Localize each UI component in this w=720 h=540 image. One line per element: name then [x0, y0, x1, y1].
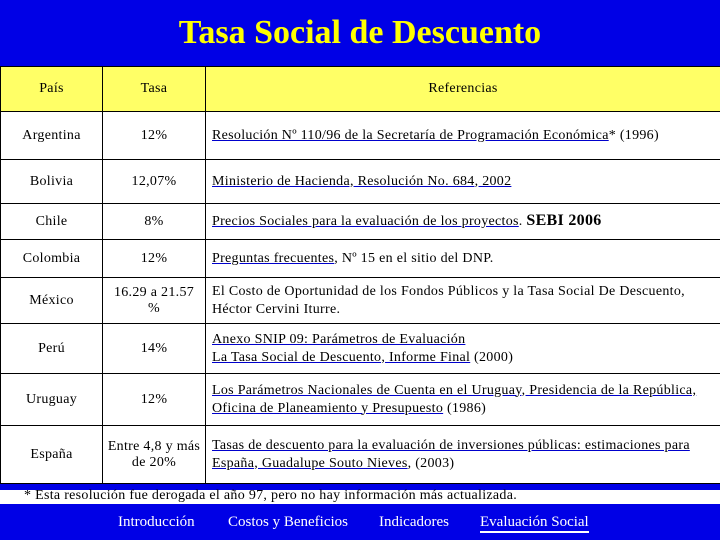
table-row [1, 160, 720, 204]
table-row [1, 324, 720, 374]
rate-cell: 16.29 a 21.57 % [103, 278, 206, 324]
bottom-navigation [0, 514, 720, 536]
rate-cell: 8% [103, 204, 206, 240]
reference-cell [206, 278, 720, 324]
reference-link[interactable]: Preguntas frecuentes [212, 250, 335, 266]
reference-link[interactable]: Tasas de descuento para la evaluación de inversiones públicas: estimaciones para España, Guadalupe Souto Nieves [212, 437, 690, 471]
table-row [1, 112, 720, 160]
reference-text: (1986) [443, 400, 487, 416]
footnote: * Esta resolución fue derogada el año 97, pero no hay información más actualizada. [24, 488, 518, 503]
reference-link[interactable]: Precios Sociales para la evaluación de los proyectos [212, 214, 519, 229]
country-cell: Colombia [1, 240, 103, 278]
reference-link[interactable]: Ministerio de Hacienda, Resolución No. 684, 2002 [212, 173, 512, 189]
table-row [1, 204, 720, 240]
rate-cell: 12% [103, 374, 206, 426]
table-row [1, 374, 720, 426]
reference-text: * (1996) [608, 127, 659, 143]
reference-badge: SEBI 2006 [526, 212, 602, 229]
column-header-country: País [1, 67, 103, 112]
rate-cell: 12% [103, 112, 206, 160]
reference-cell [206, 112, 720, 160]
reference-link[interactable]: Resolución Nº 110/96 de la Secretaría de Programación Económica [212, 127, 609, 143]
country-cell: Chile [1, 204, 103, 240]
reference-cell [206, 324, 720, 374]
reference-text: , (2003) [407, 455, 455, 471]
nav-evaluacion-social[interactable]: Evaluación Social [480, 514, 589, 533]
reference-cell [206, 374, 720, 426]
country-cell: Argentina [1, 112, 103, 160]
reference-cell [206, 240, 720, 278]
table-row [1, 240, 720, 278]
table-header-row [1, 67, 720, 112]
rate-cell: Entre 4,8 y más de 20% [103, 426, 206, 484]
rate-cell: 12% [103, 240, 206, 278]
page-title: Tasa Social de Descuento [178, 14, 542, 51]
reference-cell [206, 160, 720, 204]
rate-cell: 14% [103, 324, 206, 374]
reference-text: . [518, 214, 527, 229]
country-cell: Bolivia [1, 160, 103, 204]
reference-text: (2000) [470, 349, 514, 365]
country-cell: Uruguay [1, 374, 103, 426]
reference-text: El Costo de Oportunidad de los Fondos Públicos y la Tasa Social De Descuento, Héctor Cervini Iturre. [212, 283, 685, 317]
reference-link[interactable]: Los Parámetros Nacionales de Cuenta en el Uruguay, Presidencia de la República, Oficina de Planeamiento y Presupuesto [212, 382, 697, 416]
table-row [1, 278, 720, 324]
reference-link[interactable]: Anexo SNIP 09: Parámetros de Evaluación [212, 331, 466, 347]
country-cell: México [1, 278, 103, 324]
country-cell: Perú [1, 324, 103, 374]
column-header-references: Referencias [206, 67, 720, 112]
reference-link[interactable]: La Tasa Social de Descuento, Informe Final [212, 349, 471, 365]
reference-cell [206, 204, 720, 240]
nav-introduccion[interactable]: Introducción [118, 514, 195, 530]
discount-rate-table [0, 66, 720, 484]
nav-costos-beneficios[interactable]: Costos y Beneficios [228, 514, 348, 530]
country-cell: España [1, 426, 103, 484]
table-row [1, 426, 720, 484]
nav-indicadores[interactable]: Indicadores [379, 514, 449, 530]
reference-text: , Nº 15 en el sitio del DNP. [334, 250, 494, 266]
column-header-rate: Tasa [103, 67, 206, 112]
rate-cell: 12,07% [103, 160, 206, 204]
reference-cell [206, 426, 720, 484]
